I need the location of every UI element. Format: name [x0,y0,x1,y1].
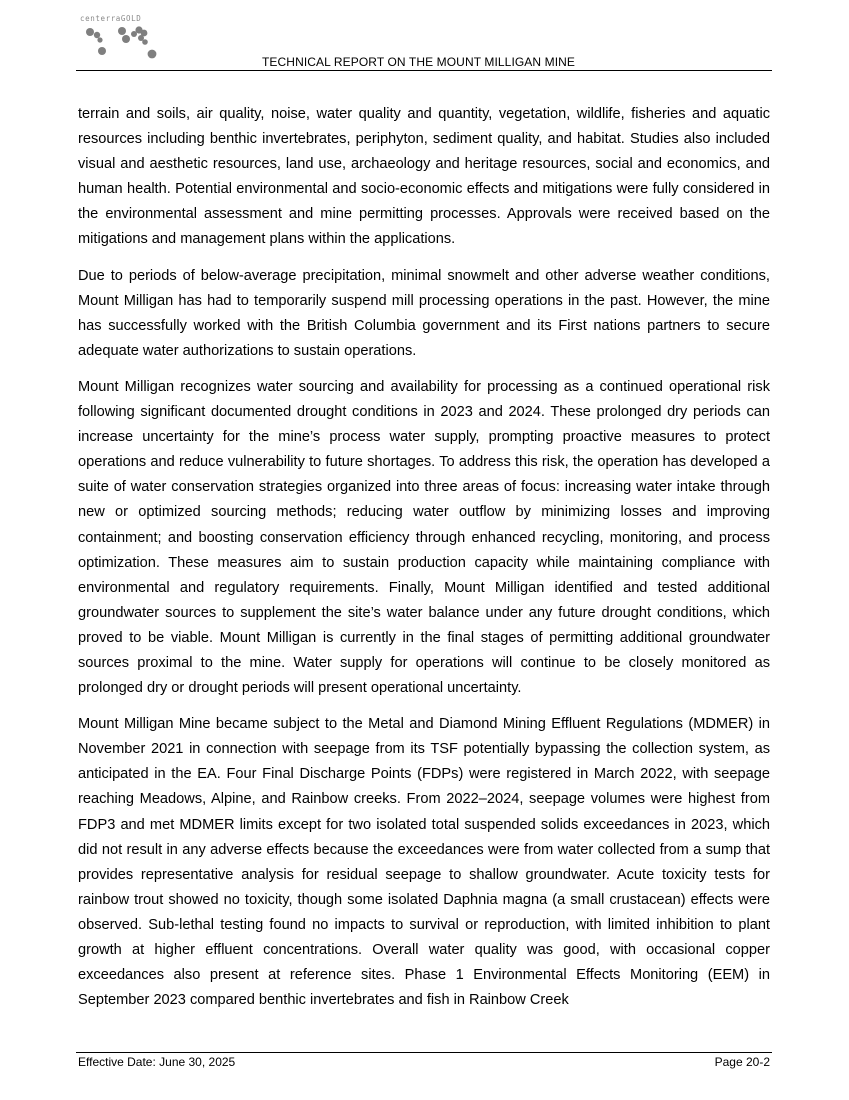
effective-date: Effective Date: June 30, 2025 [78,1055,236,1069]
report-title: TECHNICAL REPORT ON THE MOUNT MILLIGAN MINE [262,55,576,69]
logo-wordmark: centerraGOLD [80,14,142,23]
footer-divider [76,1052,772,1053]
paragraph: Due to periods of below-average precipitation, minimal snowmelt and other adverse weather conditions, Mount Milligan has had to temporarily suspend mill processing operations in the past. However, the mine has successfully worked with the British Columbia government and its First nations partners to secure adequate water authorizations to sustain operations. [78,267,770,359]
report-body [78,102,770,1024]
header-divider [76,70,772,71]
paragraph: Mount Milligan recognizes water sourcing and availability for processing as a continued operational risk following significant documented drought conditions in 2023 and 2024. These prolonged dry periods can increase uncertainty for the mine’s process water supply, prompting proactive measures to protect operations and reduce vulnerability to future shortages. To address this risk, the operation has developed a suite of water conservation strategies organized into three areas of focus: increasing water intake through new or optimized sourcing methods; reducing water outflow by minimizing losses and improving containment; and boosting conservation efficiency through enhanced recycling, monitoring, and process optimization. These measures aim to sustain production capacity while maintaining compliance with environmental and regulatory requirements. Finally, Mount Milligan identified and tested additional groundwater sources to supplement the site’s water balance under any future drought conditions, which proved to be viable. Mount Milligan is currently in the final stages of permitting additional groundwater sources proximal to the mine. Water supply for operations will continue to be closely monitored as prolonged dry or drought periods will present operational uncertainty. [78,378,770,697]
company-logo [80,12,170,62]
page-number: Page 20-2 [714,1055,770,1069]
logo-dots-icon [80,24,170,64]
paragraph: terrain and soils, air quality, noise, water quality and quantity, vegetation, wildlife, fisheries and aquatic resources including benthic invertebrates, periphyton, sediment quality, and habitat. Studies also included visual and aesthetic resources, land use, archaeology and heritage resources, social and economics, and human health. Potential environmental and socio-economic effects and mitigations were fully considered in the environmental assessment and mine permitting processes. Approvals were received based on the mitigations and management plans within the applications. [78,106,770,248]
paragraph: Mount Milligan Mine became subject to the Metal and Diamond Mining Effluent Regulations (MDMER) in November 2021 in connection with seepage from its TSF potentially bypassing the collection system, as anticipated in the EA. Four Final Discharge Points (FDPs) were registered in March 2022, with seepage reaching Meadows, Alpine, and Rainbow creeks. From 2022–2024, seepage volumes were highest from FDP3 and met MDMER limits except for two isolated total suspended solids exceedances in 2023, which did not result in any adverse effects because the exceedances were from water collected from a sump that provides representative analysis for residual seepage to shallow groundwater. Acute toxicity tests for rainbow trout showed no toxicity, though some isolated Daphnia magna (a small crustacean) effects were observed. Sub-lethal testing found no impacts to survival or reproduction, with limited inhibition to plant growth at higher effluent concentrations. Overall water quality was good, with occasional copper exceedances also present at reference sites. Phase 1 Environmental Effects Monitoring (EEM) in September 2023 compared benthic invertebrates and fish in Rainbow Creek [78,716,770,1009]
